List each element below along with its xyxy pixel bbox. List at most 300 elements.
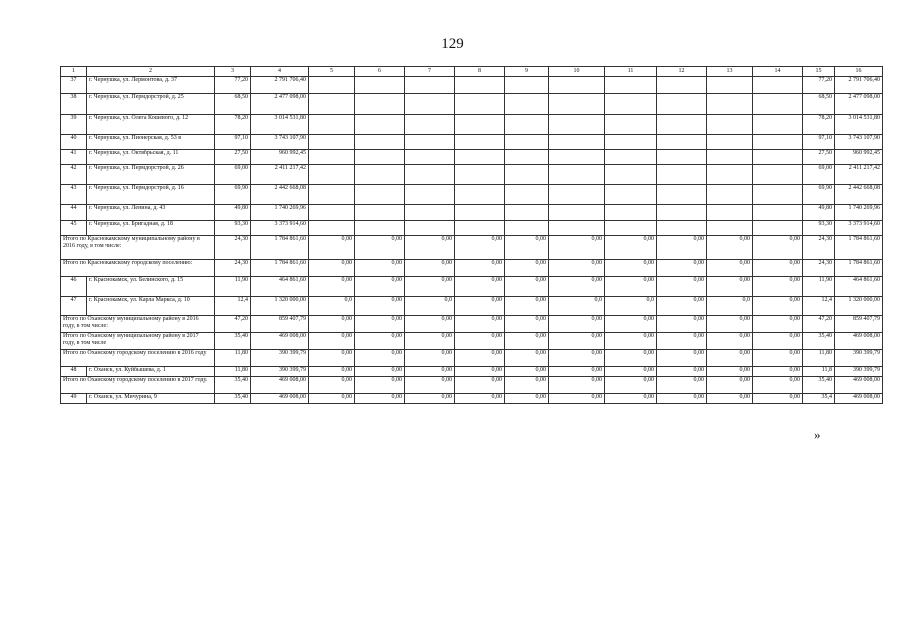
value-cell: 0,00 xyxy=(753,367,803,377)
value-cell: 390 399,79 xyxy=(251,367,309,377)
value-cell xyxy=(505,205,549,221)
value-cell xyxy=(455,115,505,135)
value-cell: 77,20 xyxy=(215,77,251,94)
value-cell: 69,00 xyxy=(215,165,251,185)
row-number: 43 xyxy=(61,185,87,205)
value-cell: 0,00 xyxy=(355,297,405,316)
value-cell xyxy=(605,165,657,185)
value-cell: 469 008,00 xyxy=(251,333,309,350)
value-cell: 27,50 xyxy=(803,150,835,165)
value-cell xyxy=(753,221,803,236)
column-number: 8 xyxy=(455,67,505,77)
value-cell: 0,00 xyxy=(707,367,753,377)
value-cell xyxy=(505,135,549,150)
column-number-row xyxy=(61,67,883,77)
value-cell xyxy=(309,77,355,94)
value-cell: 35,40 xyxy=(803,333,835,350)
table-row xyxy=(61,394,883,404)
continuation-mark: » xyxy=(814,427,821,442)
value-cell: 35,40 xyxy=(803,377,835,394)
total-row xyxy=(61,236,883,260)
value-cell xyxy=(355,150,405,165)
address: г. Чернушка, ул. Пермдорстрой, д. 16 xyxy=(87,185,215,205)
address: г. Чернушка, ул. Лермонтова, д. 37 xyxy=(87,77,215,94)
value-cell: 960 992,45 xyxy=(251,150,309,165)
value-cell: 0,00 xyxy=(753,277,803,297)
value-cell xyxy=(753,205,803,221)
value-cell: 24,30 xyxy=(215,260,251,277)
address: г. Краснокамск, ул. Белинского, д. 15 xyxy=(87,277,215,297)
value-cell: 0,00 xyxy=(405,367,455,377)
value-cell: 390 399,79 xyxy=(835,350,883,367)
value-cell: 0,00 xyxy=(309,316,355,333)
value-cell xyxy=(455,150,505,165)
value-cell: 0,00 xyxy=(657,236,707,260)
address: г. Чернушка, ул. Пионерская, д. 53 в xyxy=(87,135,215,150)
value-cell: 1 740 269,96 xyxy=(251,205,309,221)
value-cell: 0,00 xyxy=(309,350,355,367)
value-cell: 11,8 xyxy=(803,367,835,377)
value-cell: 0,00 xyxy=(455,377,505,394)
value-cell xyxy=(405,135,455,150)
value-cell: 0,00 xyxy=(707,277,753,297)
value-cell: 0,00 xyxy=(549,236,605,260)
value-cell: 0,00 xyxy=(753,297,803,316)
value-cell xyxy=(549,221,605,236)
value-cell: 0,00 xyxy=(549,316,605,333)
value-cell: 69,90 xyxy=(803,185,835,205)
value-cell: 11,80 xyxy=(215,367,251,377)
value-cell: 0,00 xyxy=(355,367,405,377)
column-number: 5 xyxy=(309,67,355,77)
table-row xyxy=(61,221,883,236)
value-cell: 69,00 xyxy=(803,165,835,185)
column-number: 6 xyxy=(355,67,405,77)
value-cell: 0,00 xyxy=(505,297,549,316)
value-cell xyxy=(309,150,355,165)
table-row xyxy=(61,115,883,135)
column-number: 4 xyxy=(251,67,309,77)
value-cell: 0,00 xyxy=(605,367,657,377)
value-cell xyxy=(753,135,803,150)
value-cell xyxy=(505,165,549,185)
value-cell xyxy=(455,77,505,94)
address: г. Чернушка, ул. Пермдорстрой, д. 26 xyxy=(87,165,215,185)
value-cell: 0,00 xyxy=(405,377,455,394)
value-cell: 11,90 xyxy=(803,277,835,297)
value-cell: 47,20 xyxy=(215,316,251,333)
value-cell: 3 373 914,60 xyxy=(251,221,309,236)
value-cell: 0,00 xyxy=(405,333,455,350)
value-cell: 469 008,00 xyxy=(251,377,309,394)
table-row xyxy=(61,277,883,297)
value-cell: 0,00 xyxy=(753,236,803,260)
value-cell xyxy=(355,135,405,150)
value-cell xyxy=(549,135,605,150)
value-cell: 0,00 xyxy=(707,260,753,277)
value-cell xyxy=(657,185,707,205)
value-cell: 0,00 xyxy=(657,297,707,316)
value-cell xyxy=(309,94,355,115)
table-row xyxy=(61,150,883,165)
value-cell: 0,00 xyxy=(549,377,605,394)
value-cell: 0,00 xyxy=(355,277,405,297)
value-cell: 69,90 xyxy=(215,185,251,205)
column-number: 9 xyxy=(505,67,549,77)
value-cell xyxy=(605,205,657,221)
value-cell: 0,00 xyxy=(309,377,355,394)
row-number: 42 xyxy=(61,165,87,185)
value-cell: 1 784 861,60 xyxy=(251,260,309,277)
value-cell xyxy=(605,115,657,135)
value-cell xyxy=(455,165,505,185)
column-number: 2 xyxy=(87,67,215,77)
value-cell: 0,00 xyxy=(455,350,505,367)
value-cell: 0,00 xyxy=(657,260,707,277)
value-cell: 0,00 xyxy=(309,367,355,377)
value-cell: 0,00 xyxy=(405,350,455,367)
value-cell: 0,00 xyxy=(707,236,753,260)
row-number: 46 xyxy=(61,277,87,297)
value-cell xyxy=(753,185,803,205)
row-number: 48 xyxy=(61,367,87,377)
value-cell xyxy=(505,77,549,94)
total-label: Итого по Оханскому муниципальному району в 2017 году, в том числе xyxy=(61,333,215,350)
value-cell: 2 442 668,08 xyxy=(835,185,883,205)
value-cell xyxy=(753,150,803,165)
value-cell xyxy=(455,185,505,205)
value-cell: 77,20 xyxy=(803,77,835,94)
value-cell xyxy=(455,205,505,221)
value-cell: 390 399,79 xyxy=(251,350,309,367)
value-cell xyxy=(405,94,455,115)
value-cell: 0,00 xyxy=(605,236,657,260)
value-cell xyxy=(707,135,753,150)
value-cell: 0,00 xyxy=(707,350,753,367)
value-cell: 3 743 107,90 xyxy=(835,135,883,150)
value-cell: 49,80 xyxy=(803,205,835,221)
address: г. Чернушка, ул. Ленина, д. 43 xyxy=(87,205,215,221)
value-cell: 12,4 xyxy=(803,297,835,316)
address: г. Краснокамск, ул. Карла Маркса, д. 10 xyxy=(87,297,215,316)
address: г. Чернушка, ул. Октябрьская, д. 11 xyxy=(87,150,215,165)
value-cell: 0,00 xyxy=(657,277,707,297)
value-cell: 0,00 xyxy=(405,316,455,333)
value-cell: 0,00 xyxy=(605,277,657,297)
value-cell xyxy=(707,165,753,185)
table-row xyxy=(61,205,883,221)
value-cell: 0,00 xyxy=(549,333,605,350)
value-cell: 0,00 xyxy=(753,333,803,350)
value-cell: 0,00 xyxy=(505,260,549,277)
value-cell xyxy=(605,221,657,236)
value-cell: 2 477 098,00 xyxy=(835,94,883,115)
value-cell: 0,00 xyxy=(505,350,549,367)
value-cell: 97,10 xyxy=(803,135,835,150)
value-cell: 68,50 xyxy=(803,94,835,115)
value-cell: 0,00 xyxy=(657,316,707,333)
value-cell: 35,40 xyxy=(215,333,251,350)
value-cell xyxy=(549,77,605,94)
value-cell: 3 373 914,60 xyxy=(835,221,883,236)
column-number: 12 xyxy=(657,67,707,77)
value-cell: 0,00 xyxy=(455,236,505,260)
value-cell: 0,00 xyxy=(405,236,455,260)
value-cell: 24,30 xyxy=(803,260,835,277)
value-cell: 859 407,79 xyxy=(251,316,309,333)
value-cell xyxy=(707,185,753,205)
value-cell: 0,00 xyxy=(309,394,355,404)
value-cell xyxy=(355,94,405,115)
column-number: 16 xyxy=(835,67,883,77)
value-cell: 0,00 xyxy=(309,260,355,277)
value-cell: 1 784 861,60 xyxy=(835,236,883,260)
value-cell xyxy=(355,185,405,205)
value-cell xyxy=(657,205,707,221)
value-cell xyxy=(455,135,505,150)
value-cell: 35,40 xyxy=(215,377,251,394)
value-cell xyxy=(707,205,753,221)
total-row xyxy=(61,333,883,350)
value-cell: 0,0 xyxy=(405,297,455,316)
value-cell: 469 008,00 xyxy=(251,394,309,404)
value-cell: 0,00 xyxy=(753,260,803,277)
value-cell xyxy=(549,94,605,115)
value-cell: 0,00 xyxy=(657,350,707,367)
value-cell xyxy=(355,115,405,135)
row-number: 39 xyxy=(61,115,87,135)
total-row xyxy=(61,377,883,394)
total-label: Итого по Оханскому городскому поселению в 2017 году. xyxy=(61,377,215,394)
table-row xyxy=(61,165,883,185)
value-cell xyxy=(605,94,657,115)
value-cell: 11,90 xyxy=(215,277,251,297)
value-cell: 960 992,45 xyxy=(835,150,883,165)
value-cell xyxy=(309,135,355,150)
value-cell: 0,00 xyxy=(505,333,549,350)
value-cell: 35,4 xyxy=(803,394,835,404)
value-cell: 390 399,79 xyxy=(835,367,883,377)
value-cell: 0,00 xyxy=(549,394,605,404)
value-cell: 2 411 217,42 xyxy=(251,165,309,185)
value-cell: 0,00 xyxy=(309,236,355,260)
row-number: 44 xyxy=(61,205,87,221)
value-cell xyxy=(657,150,707,165)
value-cell xyxy=(405,165,455,185)
value-cell xyxy=(355,77,405,94)
table-row xyxy=(61,185,883,205)
value-cell: 2 442 668,08 xyxy=(251,185,309,205)
value-cell xyxy=(753,94,803,115)
value-cell: 0,00 xyxy=(355,350,405,367)
value-cell: 0,00 xyxy=(455,394,505,404)
value-cell xyxy=(355,165,405,185)
value-cell: 0,00 xyxy=(605,316,657,333)
value-cell: 0,00 xyxy=(657,394,707,404)
column-number: 14 xyxy=(753,67,803,77)
value-cell xyxy=(405,185,455,205)
total-label: Итого по Оханскому муниципальному району в 2016 году, в том числе: xyxy=(61,316,215,333)
value-cell xyxy=(505,115,549,135)
value-cell xyxy=(707,94,753,115)
value-cell: 1 320 000,00 xyxy=(251,297,309,316)
value-cell xyxy=(455,221,505,236)
column-number: 15 xyxy=(803,67,835,77)
column-number: 10 xyxy=(549,67,605,77)
value-cell xyxy=(707,77,753,94)
value-cell xyxy=(657,115,707,135)
column-number: 3 xyxy=(215,67,251,77)
value-cell: 3 014 531,80 xyxy=(835,115,883,135)
table-row xyxy=(61,135,883,150)
value-cell xyxy=(753,165,803,185)
table-row xyxy=(61,77,883,94)
value-cell: 0,00 xyxy=(505,377,549,394)
value-cell xyxy=(657,77,707,94)
value-cell xyxy=(657,135,707,150)
column-number: 7 xyxy=(405,67,455,77)
value-cell: 78,20 xyxy=(215,115,251,135)
value-cell: 0,00 xyxy=(605,260,657,277)
value-cell: 68,50 xyxy=(215,94,251,115)
value-cell: 3 743 107,90 xyxy=(251,135,309,150)
value-cell: 27,50 xyxy=(215,150,251,165)
value-cell xyxy=(549,115,605,135)
value-cell xyxy=(753,115,803,135)
value-cell: 0,00 xyxy=(707,316,753,333)
value-cell: 464 861,60 xyxy=(835,277,883,297)
value-cell xyxy=(657,221,707,236)
value-cell: 0,00 xyxy=(753,394,803,404)
value-cell: 0,00 xyxy=(405,260,455,277)
row-number: 49 xyxy=(61,394,87,404)
value-cell xyxy=(707,221,753,236)
value-cell: 0,00 xyxy=(549,277,605,297)
address: г. Чернушка, ул. Олега Кошевого, д. 12 xyxy=(87,115,215,135)
value-cell: 97,10 xyxy=(215,135,251,150)
value-cell: 0,00 xyxy=(605,350,657,367)
value-cell: 0,00 xyxy=(707,377,753,394)
row-number: 37 xyxy=(61,77,87,94)
value-cell: 0,00 xyxy=(549,350,605,367)
value-cell: 0,00 xyxy=(657,333,707,350)
value-cell: 24,30 xyxy=(803,236,835,260)
value-cell: 24,30 xyxy=(215,236,251,260)
value-cell: 469 008,00 xyxy=(835,333,883,350)
value-cell: 0,00 xyxy=(605,377,657,394)
value-cell xyxy=(605,77,657,94)
address: г. Чернушка, ул. Бригадная, д. 18 xyxy=(87,221,215,236)
value-cell: 1 320 000,00 xyxy=(835,297,883,316)
value-cell: 1 740 269,96 xyxy=(835,205,883,221)
address: г. Чернушка, ул. Пермдорстрой, д. 25 xyxy=(87,94,215,115)
value-cell: 0,00 xyxy=(355,377,405,394)
value-cell xyxy=(309,165,355,185)
total-label: Итого по Оханскому городскому поселению в 2016 году xyxy=(61,350,215,367)
value-cell: 464 861,60 xyxy=(251,277,309,297)
value-cell xyxy=(405,150,455,165)
value-cell: 0,00 xyxy=(707,333,753,350)
value-cell: 0,00 xyxy=(355,333,405,350)
value-cell: 0,0 xyxy=(707,297,753,316)
value-cell xyxy=(455,94,505,115)
value-cell: 0,00 xyxy=(355,236,405,260)
value-cell xyxy=(309,115,355,135)
total-row xyxy=(61,260,883,277)
value-cell xyxy=(309,205,355,221)
value-cell: 0,00 xyxy=(309,277,355,297)
value-cell: 0,00 xyxy=(505,277,549,297)
column-number: 11 xyxy=(605,67,657,77)
value-cell xyxy=(505,221,549,236)
value-cell: 859 407,79 xyxy=(835,316,883,333)
value-cell: 0,00 xyxy=(549,260,605,277)
value-cell: 1 784 861,60 xyxy=(835,260,883,277)
value-cell: 0,00 xyxy=(605,394,657,404)
page-number: 129 xyxy=(441,36,464,52)
value-cell xyxy=(753,77,803,94)
value-cell: 49,80 xyxy=(215,205,251,221)
value-cell: 2 411 217,42 xyxy=(835,165,883,185)
value-cell: 0,00 xyxy=(455,333,505,350)
value-cell xyxy=(549,185,605,205)
value-cell xyxy=(707,150,753,165)
value-cell xyxy=(505,94,549,115)
value-cell: 11,80 xyxy=(803,350,835,367)
value-cell xyxy=(657,94,707,115)
value-cell: 1 784 861,60 xyxy=(251,236,309,260)
address: г. Оханск, ул. Куйбышева, д. 1 xyxy=(87,367,215,377)
row-number: 40 xyxy=(61,135,87,150)
value-cell: 0,00 xyxy=(505,367,549,377)
column-number: 13 xyxy=(707,67,753,77)
value-cell xyxy=(505,150,549,165)
total-label: Итого по Краснокамскому муниципальному району в 2016 году, в том числе: xyxy=(61,236,215,260)
value-cell: 0,00 xyxy=(355,394,405,404)
value-cell: 2 791 706,40 xyxy=(251,77,309,94)
total-row xyxy=(61,350,883,367)
value-cell: 0,00 xyxy=(455,367,505,377)
value-cell: 0,00 xyxy=(455,316,505,333)
row-number: 47 xyxy=(61,297,87,316)
value-cell: 0,00 xyxy=(505,316,549,333)
value-cell: 0,00 xyxy=(657,367,707,377)
address: г. Оханск, ул. Мичурина, 9 xyxy=(87,394,215,404)
row-number: 45 xyxy=(61,221,87,236)
table-row xyxy=(61,367,883,377)
row-number: 41 xyxy=(61,150,87,165)
value-cell: 0,00 xyxy=(707,394,753,404)
value-cell: 47,20 xyxy=(803,316,835,333)
value-cell xyxy=(405,205,455,221)
value-cell xyxy=(355,221,405,236)
total-label: Итого по Краснокамскому городскому поселению: xyxy=(61,260,215,277)
value-cell xyxy=(605,135,657,150)
value-cell xyxy=(405,77,455,94)
value-cell: 0,00 xyxy=(549,367,605,377)
value-cell: 35,40 xyxy=(215,394,251,404)
value-cell: 0,00 xyxy=(455,260,505,277)
value-cell: 0,00 xyxy=(455,277,505,297)
value-cell xyxy=(309,221,355,236)
value-cell: 0,00 xyxy=(753,316,803,333)
value-cell: 469 008,00 xyxy=(835,394,883,404)
value-cell: 469 008,00 xyxy=(835,377,883,394)
value-cell: 0,00 xyxy=(753,377,803,394)
row-number: 38 xyxy=(61,94,87,115)
value-cell: 0,00 xyxy=(355,260,405,277)
value-cell: 0,00 xyxy=(405,394,455,404)
